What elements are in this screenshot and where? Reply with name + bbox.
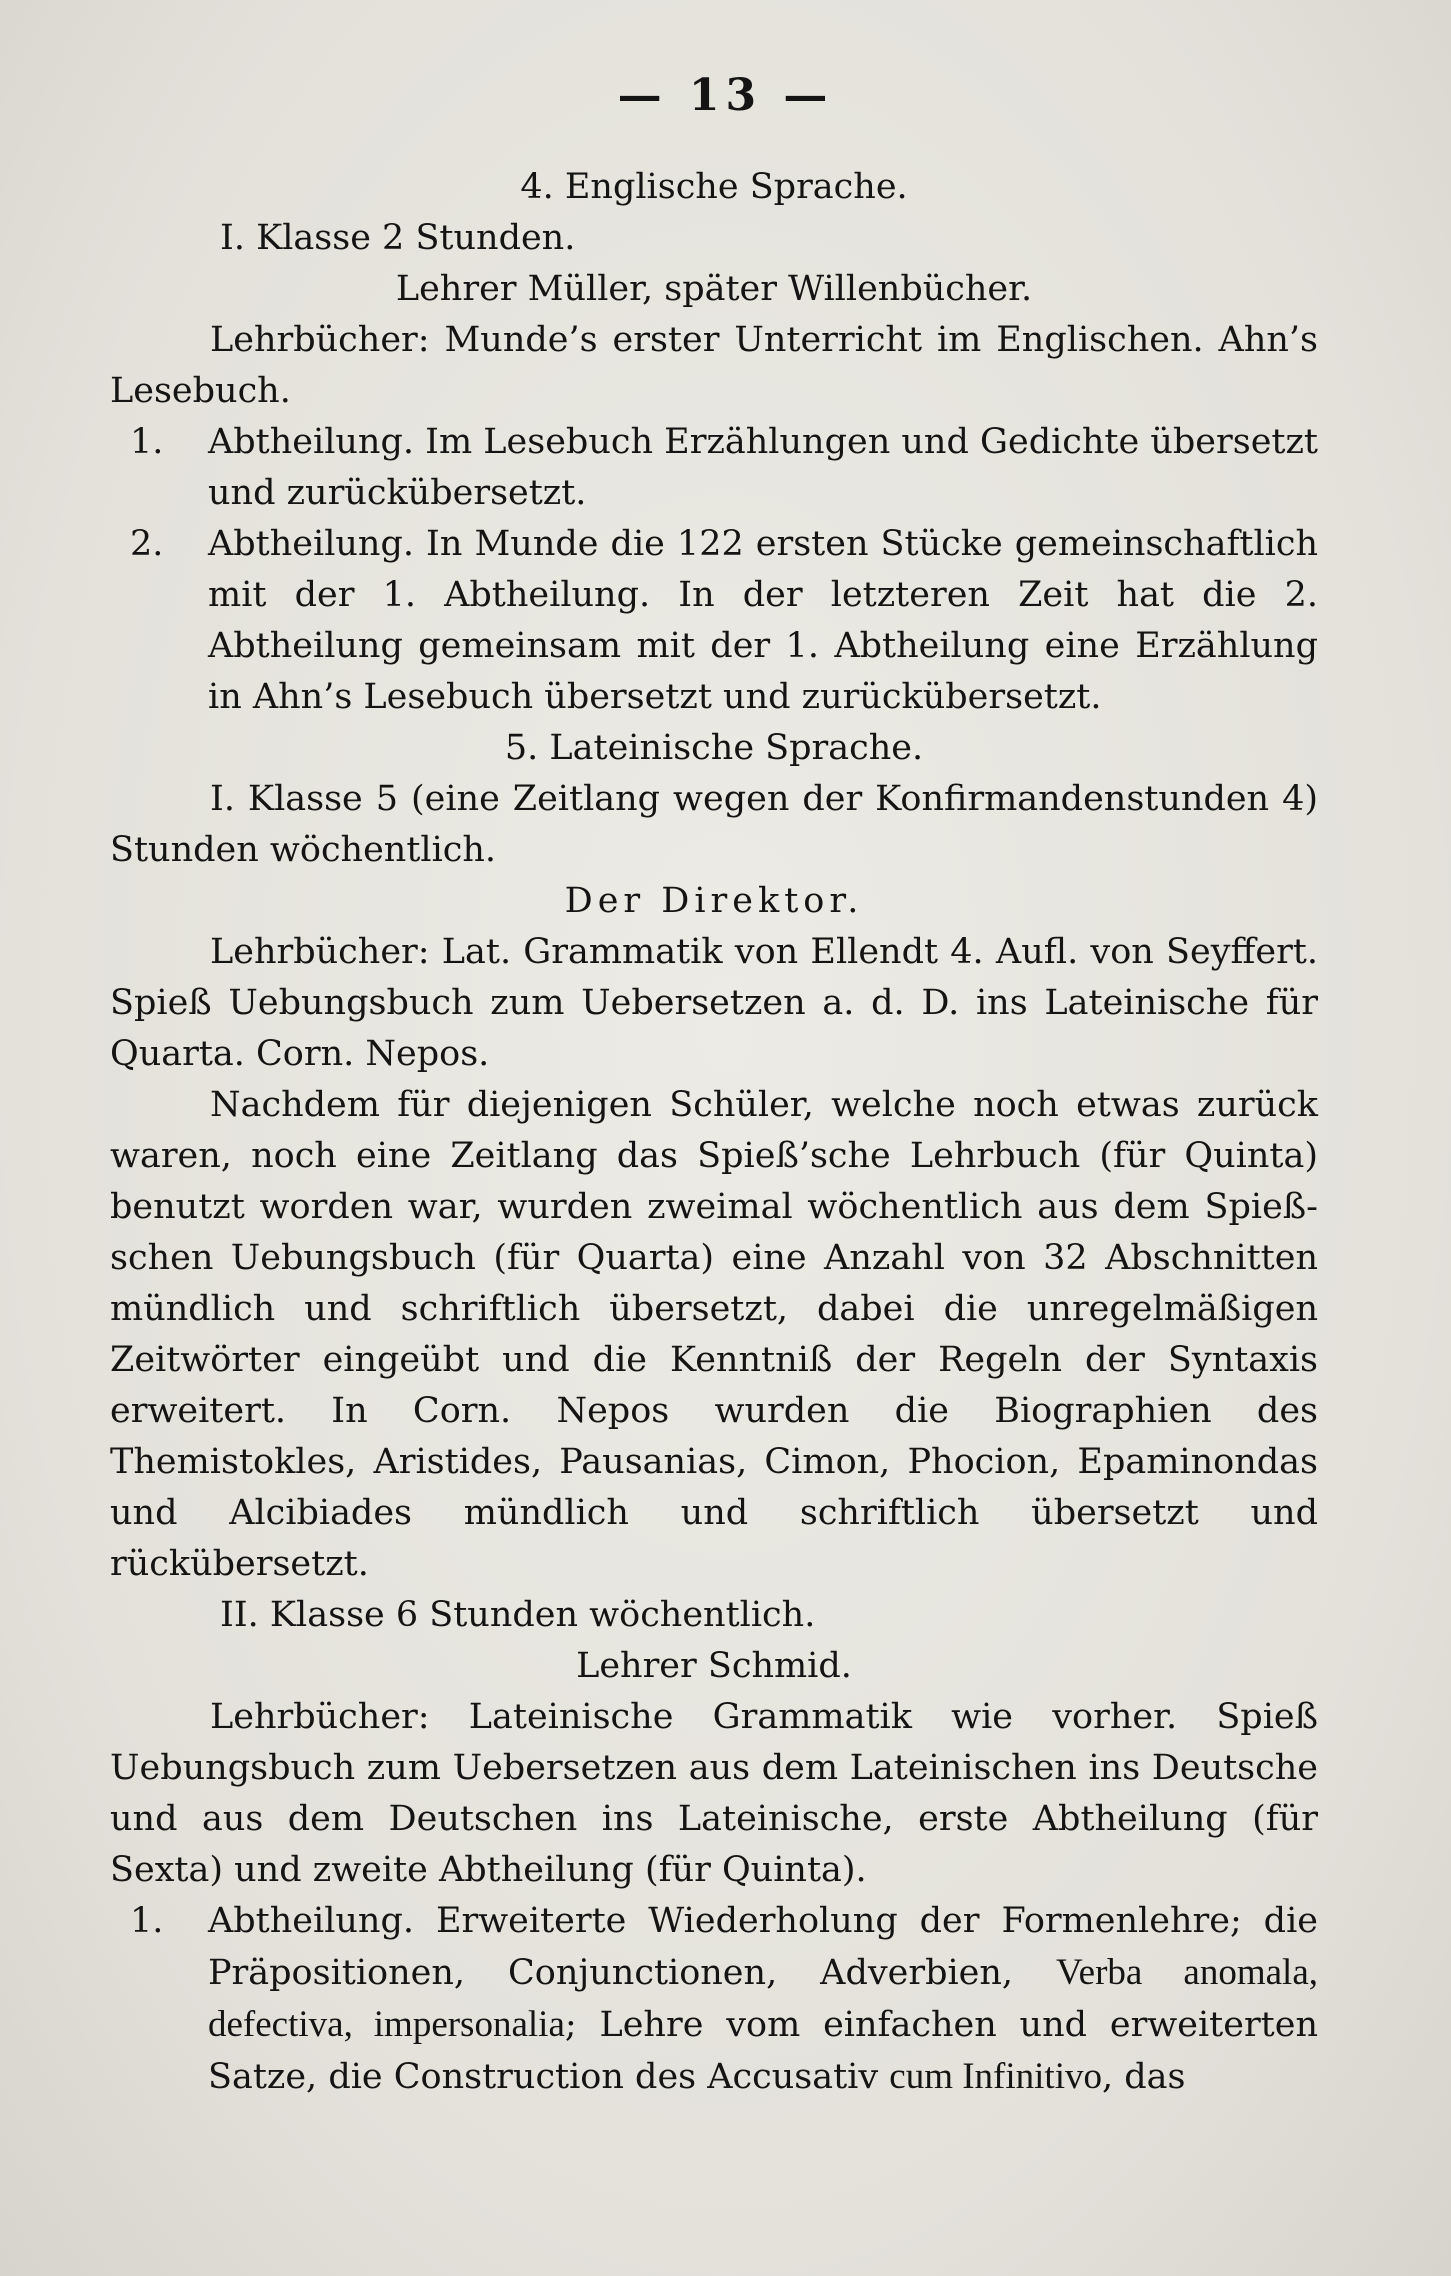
class-info-latin-1: I. Klasse 5 (eine Zeitlang wegen der Konfirmandenstunden 4) Stunden wöchentlich. (110, 779, 1318, 870)
latin-term: Verba anomala, defectiva, impersonalia (208, 1952, 1318, 2045)
division-text: Abtheilung. In Munde die 122 ersten Stücke gemeinschaftlich mit der 1. Abtheilung. In der letzteren Zeit hat die 2. Abtheilung gemeinsam mit der 1. Abtheilung eine Erzählung in Ahn’s Lesebuch übersetzt und zurückübersetzt. (208, 524, 1318, 717)
division-1-english (110, 417, 1318, 519)
division-text: Abtheilung. Erweiterte Wiederholung der Formenlehre; die Präpositionen, Conjunctionen, Adverbien, (208, 1901, 1318, 1993)
textbooks-latin-2: Lehrbücher: Lateinische Grammatik wie vorher. Spieß Uebungsbuch zum Uebersetzen aus dem Lateinischen ins Deutsche und aus dem Deutschen ins Lateinische, erste Abtheilung (für Sexta) und zweite Abtheilung (für Quinta). (110, 1697, 1318, 1890)
division-1-latin (110, 1896, 1318, 2103)
teacher-latin-1: Der Direktor. (564, 881, 864, 921)
division-2-english (110, 519, 1318, 723)
class-info-english: I. Klasse 2 Stunden. (220, 218, 576, 258)
textbooks-latin-1: Lehrbücher: Lat. Grammatik von Ellendt 4. Aufl. von Seyffert. Spieß Uebungsbuch zum Uebersetzen a. d. D. ins Lateinische für Quarta. Corn. Nepos. (110, 932, 1318, 1074)
section-heading-english: 4. Englische Sprache. (520, 167, 908, 207)
paragraph-latin-1: Nachdem für diejenigen Schüler, welche noch etwas zurück waren, noch eine Zeitlang das Spieß’sche Lehrbuch (für Quinta) benutzt worden war, wurden zweimal wöchentlich aus dem Spieß-schen Uebungsbuch (für Quarta) eine Anzahl von 32 Abschnitten mündlich und schriftlich übersetzt, dabei die unregelmäßigen Zeitwörter eingeübt und die Kenntniß der Regeln der Syntaxis erweitert. In Corn. Nepos wurden die Biographien des Themistokles, Aristides, Pausanias, Cimon, Phocion, Epaminondas und Alcibiades mündlich und schriftlich übersetzt und rückübersetzt. (110, 1085, 1318, 1584)
division-number: 1. (130, 422, 164, 462)
textbooks-english: Lehrbücher: Munde’s erster Unterricht im Englischen. Ahn’s Lesebuch. (110, 320, 1318, 411)
teacher-english: Lehrer Müller, später Willenbücher. (395, 269, 1033, 309)
division-number: 2. (130, 524, 164, 564)
page-number: — 13 — (617, 70, 834, 121)
teacher-latin-2: Lehrer Schmid. (576, 1646, 852, 1686)
page-text (110, 162, 1318, 2103)
division-text: Abtheilung. Im Lesebuch Erzählungen und Gedichte übersetzt und zurückübersetzt. (208, 422, 1318, 513)
class-info-latin-2: II. Klasse 6 Stunden wöchentlich. (220, 1595, 816, 1635)
latin-term: cum Infinitivo (889, 2056, 1102, 2097)
division-text: , das (1101, 2057, 1186, 2097)
section-heading-latin: 5. Lateinische Sprache. (504, 728, 924, 768)
division-text: ; Lehre vom einfachen und erweiterten Satze, die Construction des Accusativ (208, 2005, 1318, 2097)
division-number: 1. (130, 1901, 164, 1941)
